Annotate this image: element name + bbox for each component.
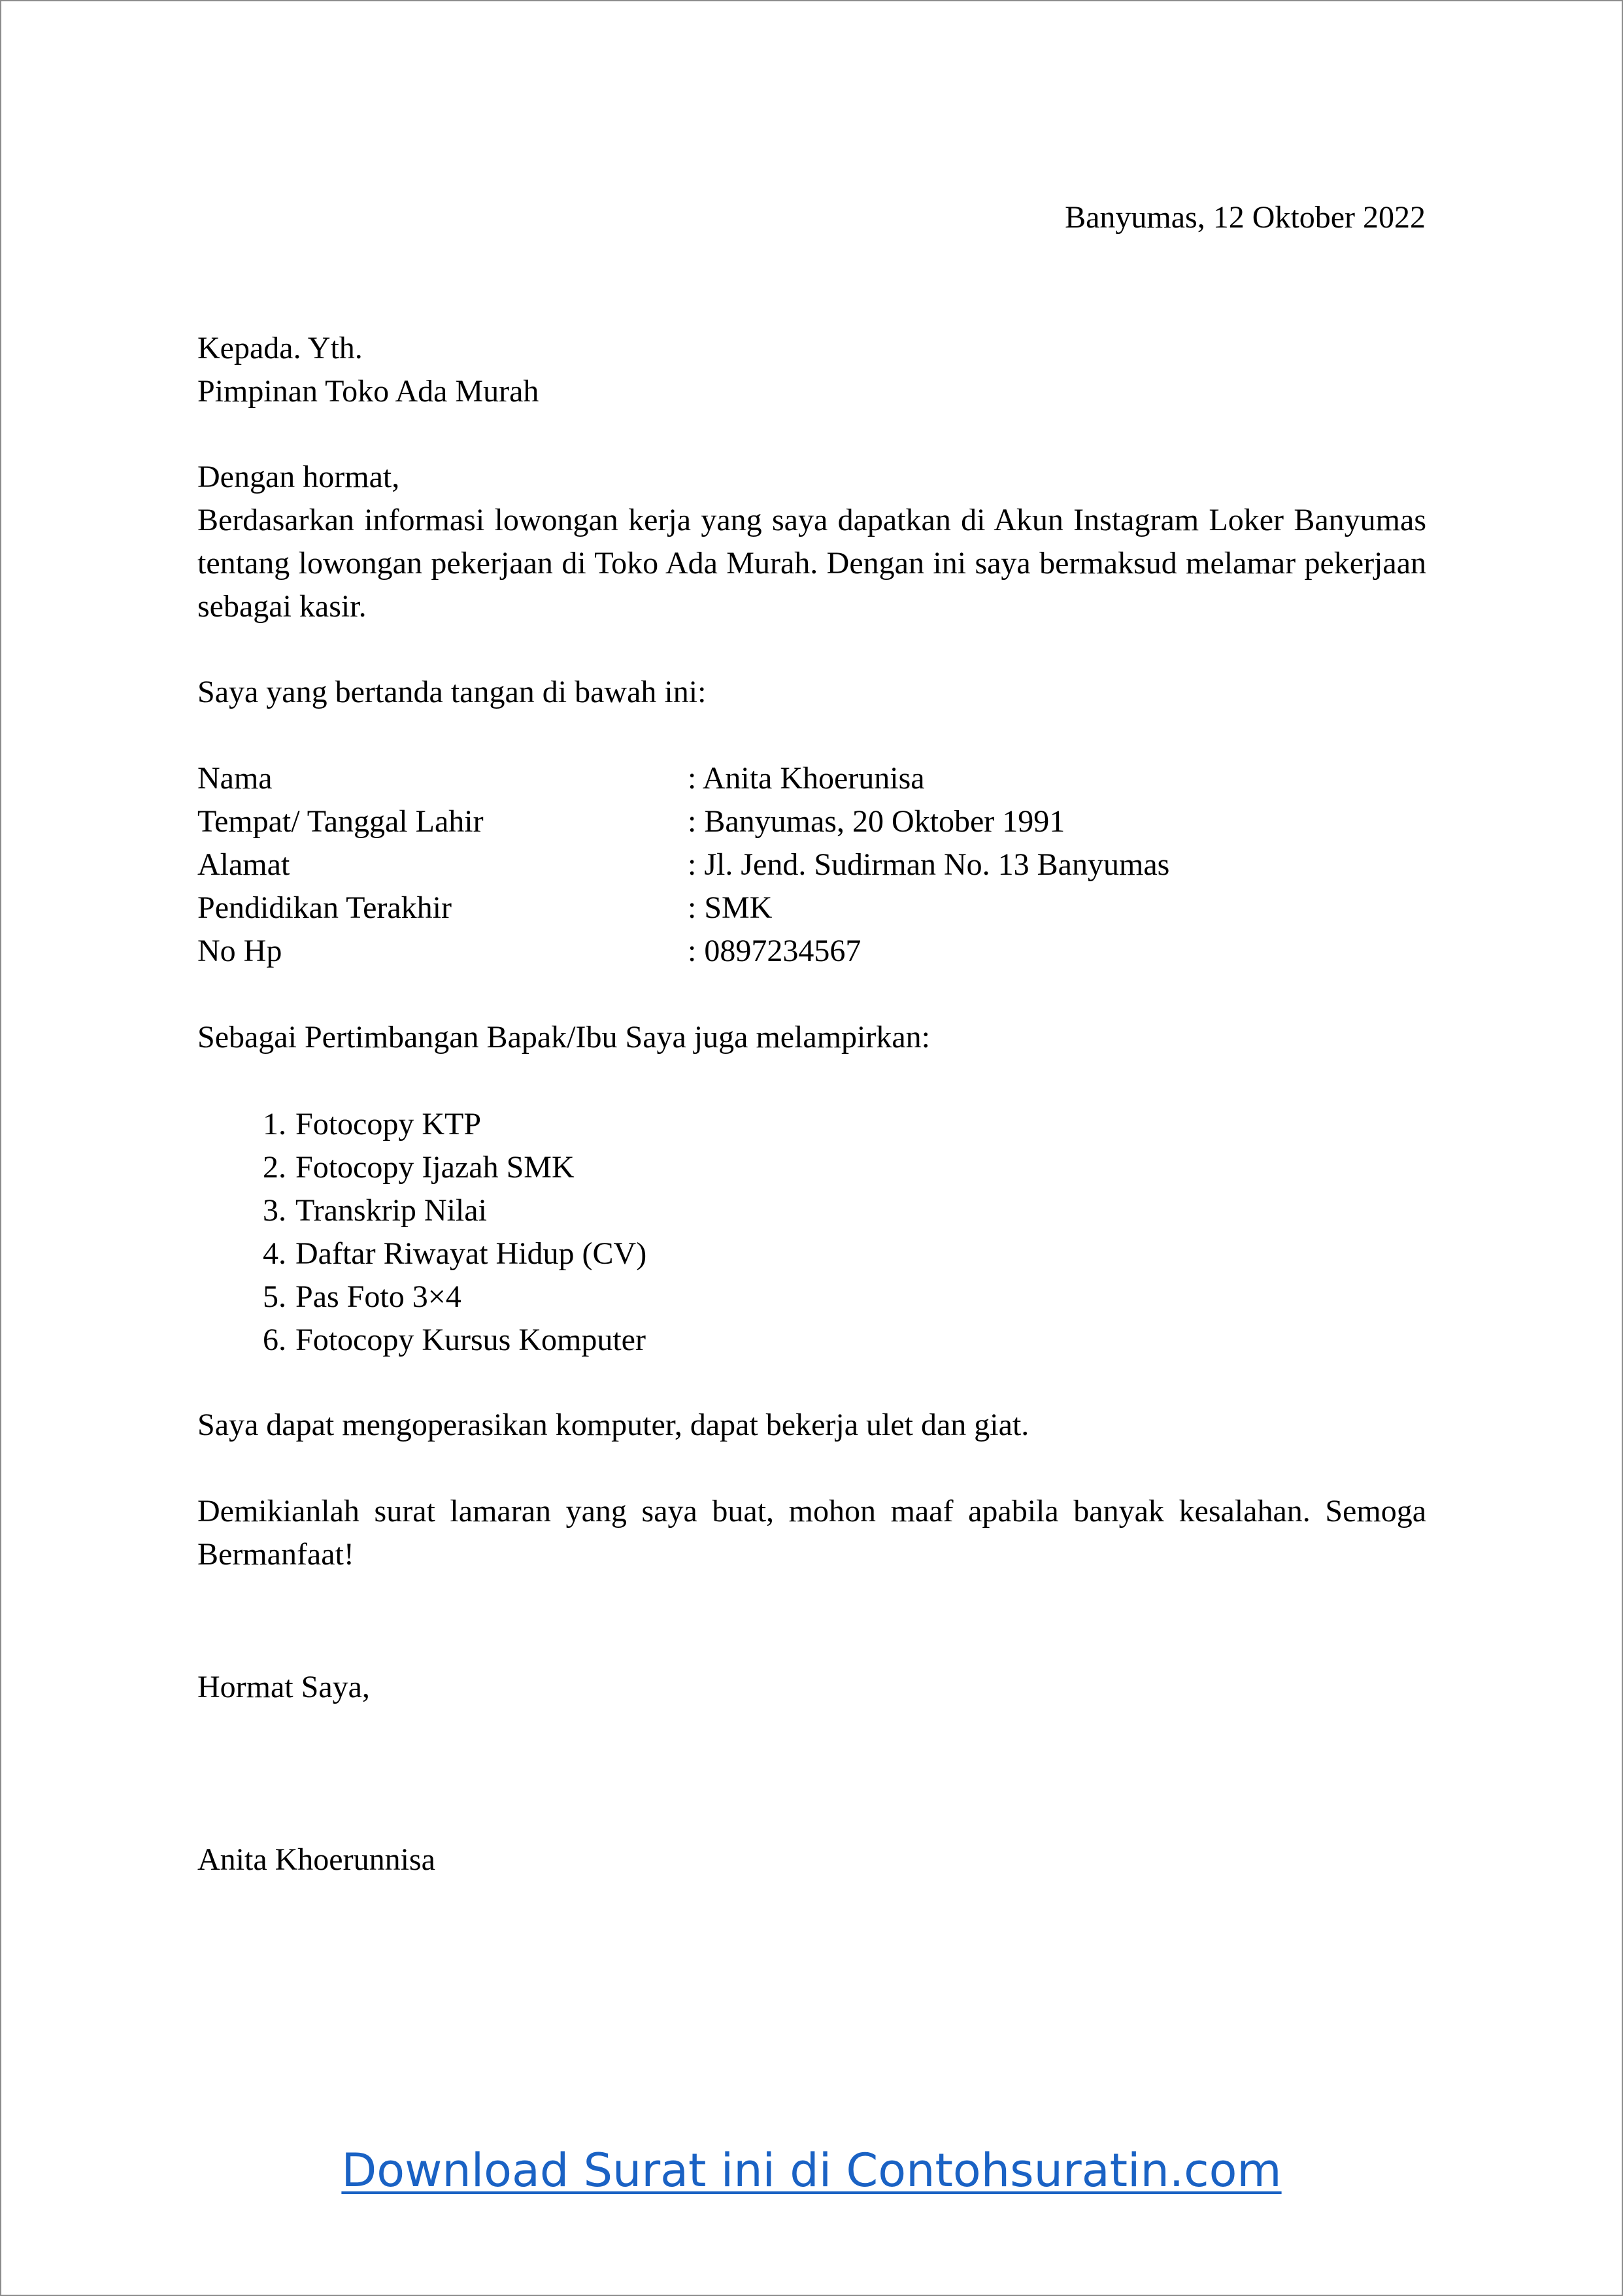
identity-value: : Jl. Jend. Sudirman No. 13 Banyumas (688, 847, 1170, 882)
signer-intro: Saya yang bertanda tangan di bawah ini: (197, 675, 707, 709)
list-item-text: Fotocopy KTP (295, 1107, 482, 1141)
list-item-text: Fotocopy Kursus Komputer (295, 1323, 646, 1357)
list-item (197, 1146, 646, 1189)
sign-off: Hormat Saya, (197, 1670, 370, 1704)
identity-value: : Anita Khoerunisa (688, 761, 925, 796)
list-item-text: Pas Foto 3×4 (295, 1279, 461, 1314)
list-number: 1. (263, 1107, 286, 1141)
attachments-list (197, 1103, 646, 1362)
download-link[interactable]: Download Surat ini di Contohsuratin.com (341, 2144, 1282, 2197)
identity-label: No Hp (197, 934, 282, 968)
list-item (197, 1189, 646, 1232)
list-item (197, 1103, 646, 1146)
greeting: Dengan hormat, (197, 460, 400, 494)
identity-value: : 0897234567 (688, 934, 862, 968)
list-item (197, 1275, 646, 1319)
letter-date: Banyumas, 12 Oktober 2022 (1065, 200, 1426, 235)
list-number: 5. (263, 1279, 286, 1314)
list-item (197, 1319, 646, 1362)
identity-label: Nama (197, 761, 273, 796)
closing-paragraph: Demikianlah surat lamaran yang saya buat, mohon maaf apabila banyak kesalahan. Semoga Bermanfaat! (197, 1494, 1426, 1572)
recipient-line-2: Pimpinan Toko Ada Murah (197, 374, 539, 409)
attachments-intro: Sebagai Pertimbangan Bapak/Ibu Saya juga melampirkan: (197, 1020, 931, 1055)
list-item-text: Daftar Riwayat Hidup (CV) (295, 1236, 647, 1271)
identity-row (197, 800, 1169, 843)
identity-row (197, 757, 1169, 800)
identity-table (197, 757, 1169, 973)
list-number: 2. (263, 1150, 286, 1185)
identity-row (197, 930, 1169, 973)
list-number: 4. (263, 1236, 286, 1271)
identity-label: Pendidikan Terakhir (197, 890, 452, 925)
list-item-text: Transkrip Nilai (295, 1193, 487, 1228)
identity-value: : SMK (688, 890, 773, 925)
identity-row (197, 843, 1169, 886)
list-number: 6. (263, 1323, 286, 1357)
intro-paragraph: Berdasarkan informasi lowongan kerja yang saya dapatkan di Akun Instagram Loker Banyumas tentang lowongan pekerjaan di Toko Ada Murah. Dengan ini saya bermaksud melamar pekerjaan sebagai kasir. (197, 503, 1426, 624)
signer-name: Anita Khoerunnisa (197, 1842, 435, 1877)
identity-label: Alamat (197, 847, 290, 882)
identity-label: Tempat/ Tanggal Lahir (197, 804, 484, 839)
list-number: 3. (263, 1193, 286, 1228)
recipient-block (197, 327, 539, 413)
list-item (197, 1232, 646, 1275)
list-item-text: Fotocopy Ijazah SMK (295, 1150, 575, 1185)
skills-statement: Saya dapat mengoperasikan komputer, dapat bekerja ulet dan giat. (197, 1408, 1029, 1442)
identity-row (197, 886, 1169, 930)
recipient-line-1: Kepada. Yth. (197, 331, 363, 365)
identity-value: : Banyumas, 20 Oktober 1991 (688, 804, 1065, 839)
